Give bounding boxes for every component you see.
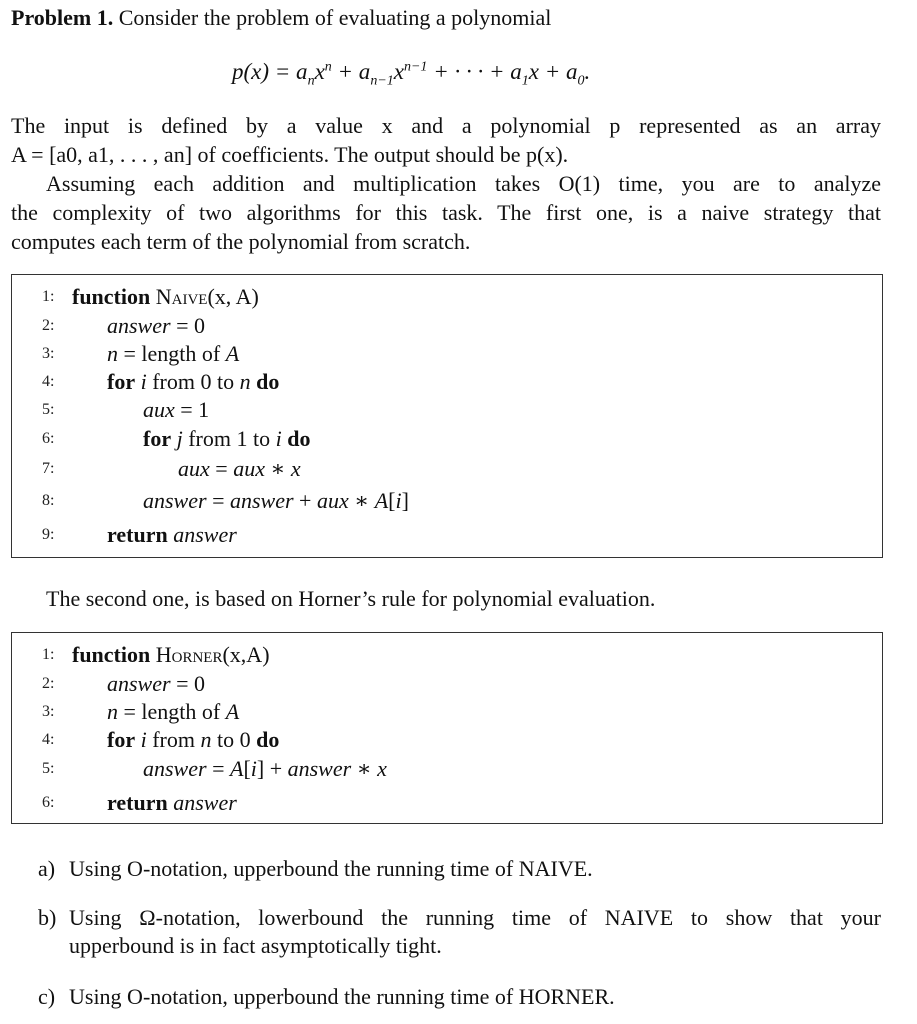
question-b-line-2: upperbound is in fact asymptotically tight. bbox=[69, 933, 442, 958]
problem-intro: Consider the problem of evaluating a polynomial bbox=[118, 5, 552, 30]
naive-line-5: 5: aux = 1 bbox=[42, 397, 210, 422]
question-a bbox=[38, 855, 593, 883]
naive-line-3: 3: n = length of A bbox=[42, 341, 240, 366]
question-b-label: b) bbox=[38, 905, 57, 930]
paragraph-complexity-line-3: computes each term of the polynomial from scratch. bbox=[11, 229, 471, 254]
paragraph-input-line-1: The input is defined by a value x and a polynomial p represented as an array bbox=[11, 113, 881, 138]
naive-line-7: 7: aux = aux ∗ x bbox=[42, 456, 301, 481]
question-c-text: Using O-notation, upperbound the running time of HORNER. bbox=[69, 984, 615, 1009]
horner-line-2: 2: answer = 0 bbox=[42, 671, 205, 696]
horner-line-6: 6: return answer bbox=[42, 790, 237, 815]
naive-line-8: 8: answer = answer + aux ∗ A[i] bbox=[42, 488, 409, 513]
polynomial-equation: $p(x) = a_nx^n + a_{n-1}x^{n-1}$ + · · · + $a_1x + a_0$. bbox=[232, 59, 591, 89]
horner-intro-text: The second one, is based on Horner’s rule for polynomial evaluation. bbox=[46, 586, 656, 611]
naive-line-1: 1: function Naive(x, A) bbox=[42, 284, 259, 309]
question-a-text: Using O-notation, upperbound the running time of NAIVE. bbox=[69, 856, 593, 881]
question-c bbox=[38, 983, 615, 1011]
paragraph-complexity-line-2: the complexity of two algorithms for this task. The first one, is a naive strategy that bbox=[11, 200, 881, 225]
problem-heading bbox=[11, 4, 551, 32]
question-b-line-1: Using Ω-notation, lowerbound the running time of NAIVE to show that your bbox=[69, 905, 881, 930]
question-c-label: c) bbox=[38, 984, 56, 1009]
horner-line-3: 3: n = length of A bbox=[42, 699, 240, 724]
horner-line-5: 5: answer = A[i] + answer ∗ x bbox=[42, 756, 387, 781]
naive-line-2: 2: answer = 0 bbox=[42, 313, 205, 338]
paragraph-complexity-line-1: Assuming each addition and multiplication takes O(1) time, you are to analyze bbox=[46, 171, 881, 196]
naive-line-4: 4: for i from 0 to n do bbox=[42, 369, 280, 394]
paragraph-input-line-2: A = [a0, a1, . . . , an] of coefficients. The output should be p(x). bbox=[11, 142, 569, 167]
horner-line-1: 1: function Horner(x,A) bbox=[42, 642, 270, 667]
naive-line-9: 9: return answer bbox=[42, 522, 237, 547]
problem-label: Problem 1. bbox=[11, 5, 114, 30]
naive-line-6: 6: for j from 1 to i do bbox=[42, 426, 311, 451]
horner-line-4: 4: for i from n to 0 do bbox=[42, 727, 280, 752]
naive-algorithm-box bbox=[11, 274, 883, 558]
horner-algorithm-box bbox=[11, 632, 883, 824]
question-a-label: a) bbox=[38, 856, 56, 881]
